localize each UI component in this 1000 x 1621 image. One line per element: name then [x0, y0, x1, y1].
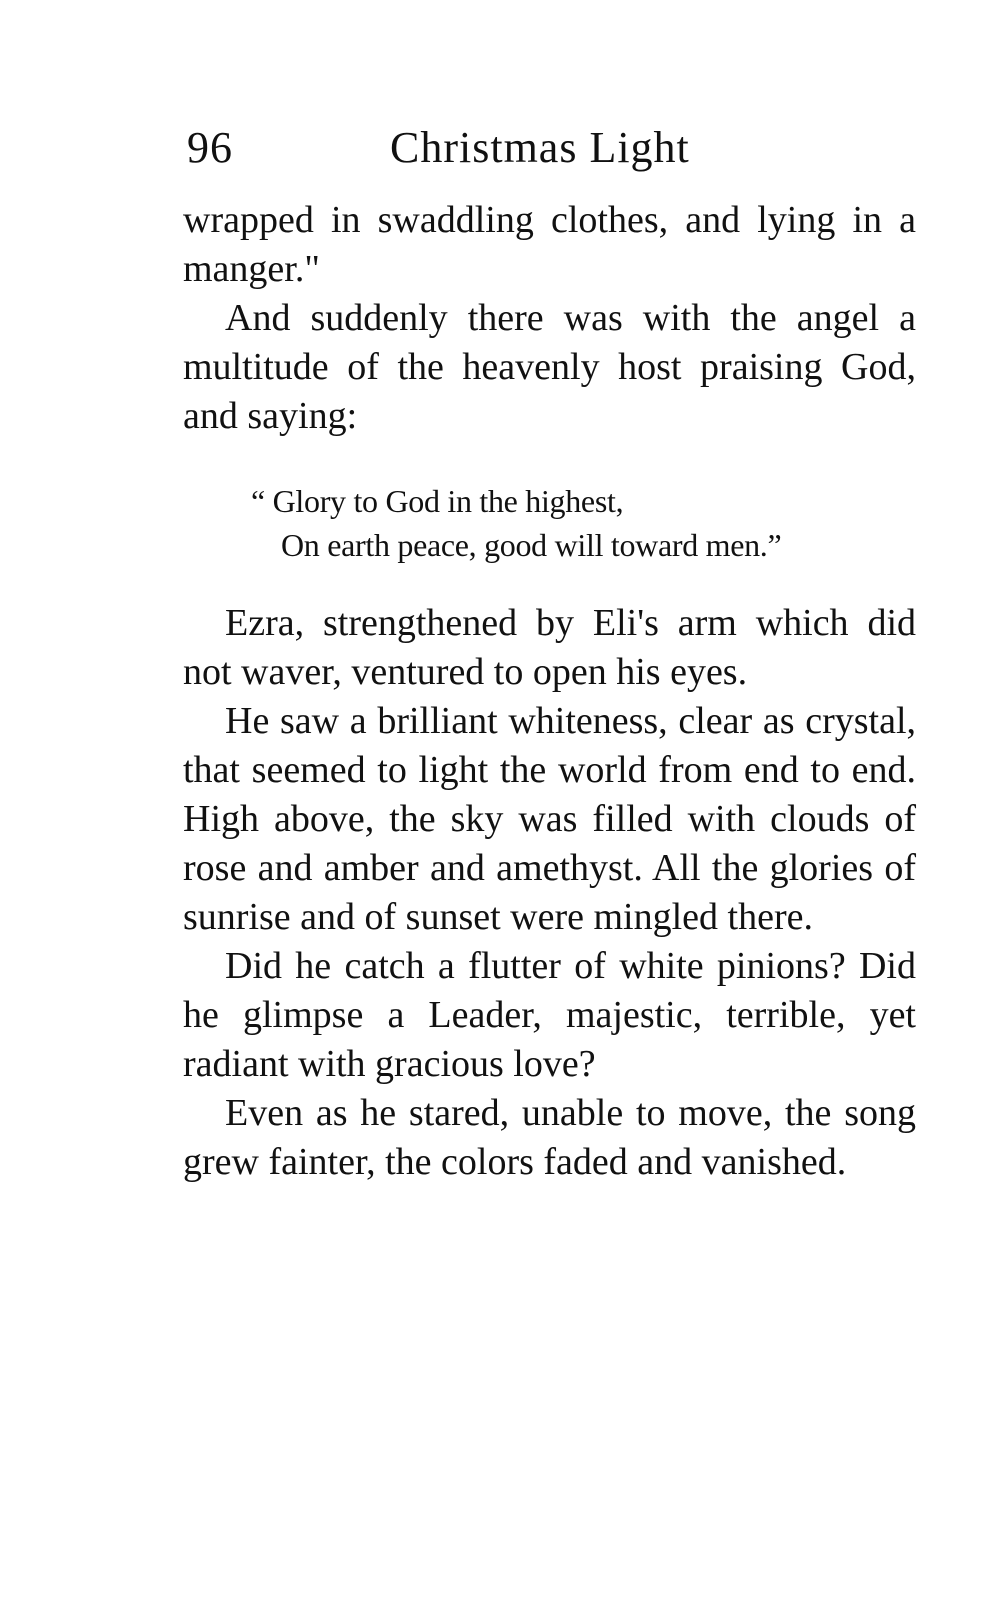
verse-line: On earth peace, good will toward men.”	[281, 527, 782, 563]
paragraph-continued: wrapped in swaddling clothes, and lying in a manger."	[183, 199, 916, 290]
verse-line: “ Glory to God in the highest,	[251, 483, 624, 519]
paragraph: Did he catch a flutter of white pinions? Did he glimpse a Leader, majestic, terrible, yet radiant with gracious love?	[183, 945, 916, 1085]
running-title: Christmas Light	[390, 123, 690, 172]
page-body	[183, 196, 916, 1187]
paragraph: And suddenly there was with the angel a multitude of the heavenly host praising God, and saying:	[183, 297, 916, 437]
paragraph: Ezra, strengthened by Eli's arm which did not waver, ventured to open his eyes.	[183, 602, 916, 693]
paragraph: He saw a brilliant whiteness, clear as crystal, that seemed to light the world from end to end. High above, the sky was filled with clouds of rose and amber and amethyst. All the glories of sunrise and of sunset were mingled there.	[183, 700, 916, 938]
paragraph: Even as he stared, unable to move, the song grew fainter, the colors faded and vanished.	[183, 1092, 916, 1183]
verse-quote	[251, 479, 916, 567]
page-header	[187, 118, 907, 178]
page-number: 96	[187, 123, 233, 172]
